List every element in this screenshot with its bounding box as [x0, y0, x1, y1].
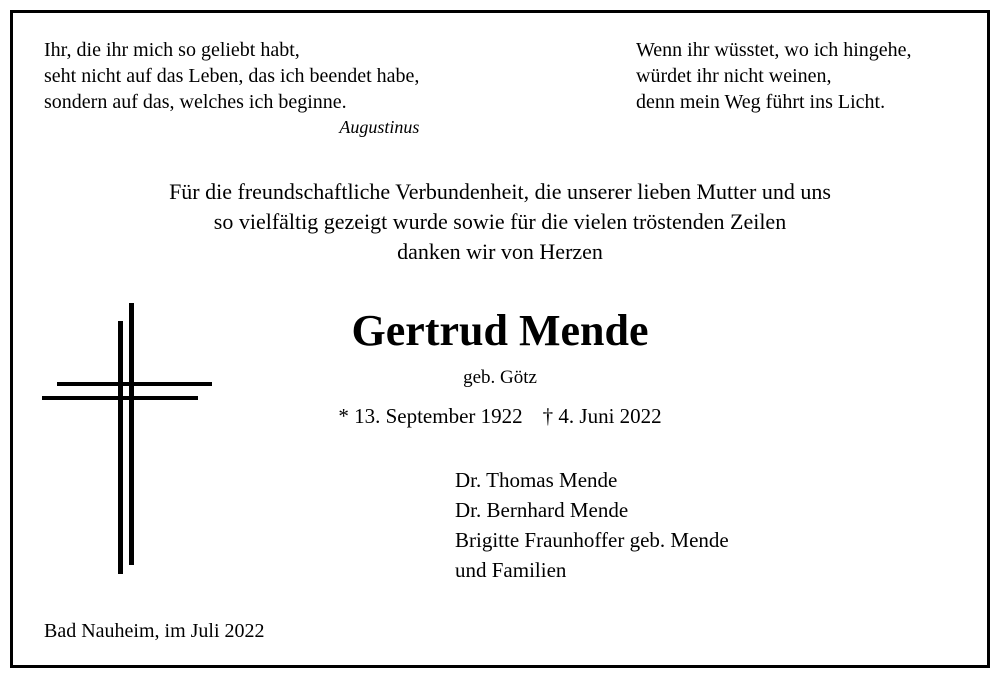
family-member: Brigitte Fraunhoffer geb. Mende	[455, 528, 729, 552]
cross-horizontal-bar-bottom	[42, 396, 198, 400]
maiden-name: geb. Götz	[463, 367, 537, 388]
poem-left	[44, 37, 419, 139]
life-dates	[0, 402, 1000, 430]
birth-date: * 13. September 1922	[338, 404, 523, 428]
thanks-text	[0, 177, 1000, 267]
poem-author: Augustinus	[339, 117, 420, 137]
poem-left-line: Ihr, die ihr mich so geliebt habt,	[44, 39, 300, 61]
poem-right-line: würdet ihr nicht weinen,	[636, 65, 832, 87]
deceased-name: Gertrud Mende	[351, 306, 649, 355]
poem-right-line: Wenn ihr wüsstet, wo ich hingehe,	[636, 39, 912, 61]
poem-right-line: denn mein Weg führt ins Licht.	[636, 91, 886, 113]
family-member: und Familien	[455, 558, 567, 582]
thanks-line: Für die freundschaftliche Verbundenheit, die unserer lieben Mutter und uns	[169, 179, 831, 204]
family-list	[455, 465, 729, 585]
family-member: Dr. Thomas Mende	[455, 468, 618, 492]
thanks-line: so vielfältig gezeigt wurde sowie für die vielen tröstenden Zeilen	[213, 209, 787, 234]
place-date: Bad Nauheim, im Juli 2022	[44, 620, 265, 642]
thanks-line: danken wir von Herzen	[397, 239, 603, 264]
family-member: Dr. Bernhard Mende	[455, 498, 629, 522]
poem-right	[636, 37, 912, 115]
poem-left-line: sondern auf das, welches ich beginne.	[44, 91, 347, 113]
poem-left-line: seht nicht auf das Leben, das ich beendet habe,	[44, 65, 420, 87]
death-date: † 4. Juni 2022	[542, 404, 662, 428]
